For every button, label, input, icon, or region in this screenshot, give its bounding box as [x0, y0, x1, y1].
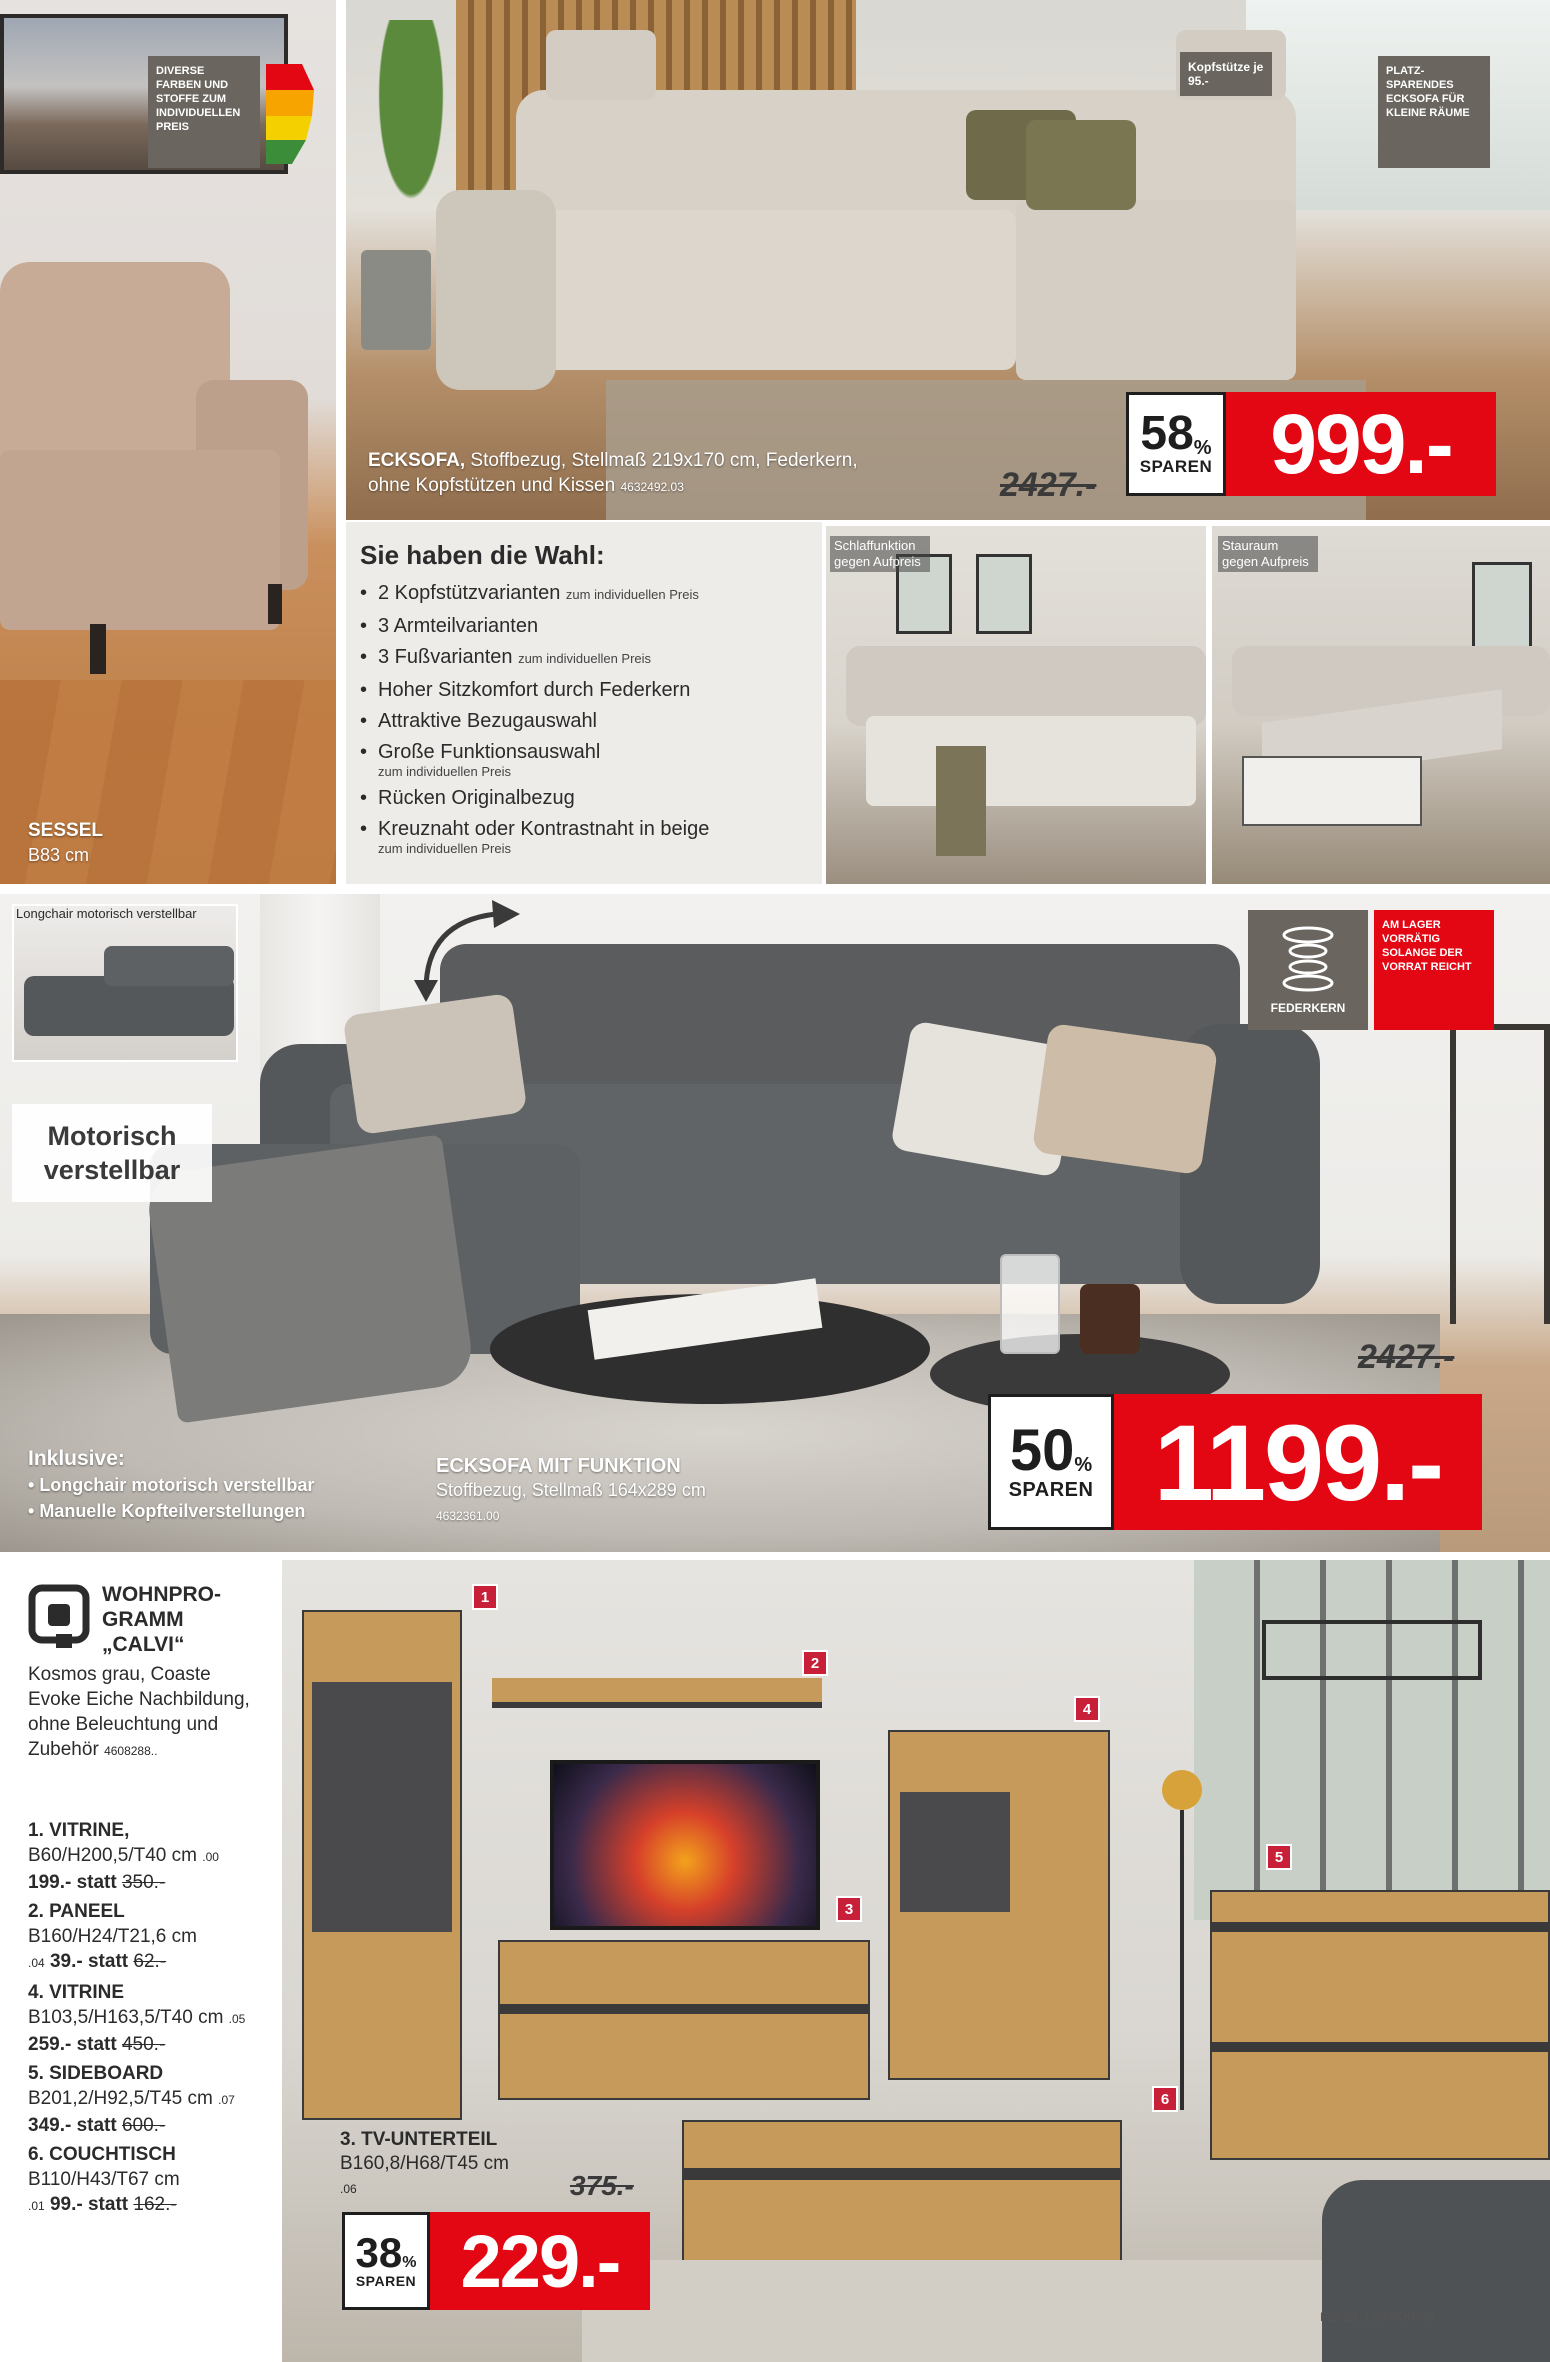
- inclusive-title: Inklusive:: [28, 1447, 125, 1470]
- feature-item: • Rücken Originalbezug: [360, 786, 820, 810]
- program-item: 6. COUCHTISCH B110/H43/T67 cm .01 99.- statt 162.-: [28, 2144, 180, 2215]
- corner-sofa-article: 4632492.03: [620, 480, 684, 494]
- save-label: SPAREN: [355, 2273, 417, 2289]
- program-item: 1. VITRINE, B60/H200,5/T40 cm .00 199.- statt 350.-: [28, 1820, 219, 1893]
- corner-sofa-caption: [368, 448, 888, 500]
- headrest-price-tag: Kopfstütze je 95.-: [1180, 52, 1272, 96]
- coffee-table-stripe: [684, 2168, 1120, 2180]
- features-list: [360, 581, 820, 856]
- wall-art: [1472, 562, 1532, 652]
- space-saving-tag: PLATZ-SPARENDES ECKSOFA FÜR KLEINE RÄUME: [1378, 56, 1490, 168]
- footer-code: P28-26_DIG/POR-39: [1320, 2310, 1434, 2324]
- coffee-table: [1242, 756, 1422, 826]
- wall-panel: [492, 1678, 822, 1708]
- feature-item: • Große Funktionsauswahl zum individuellen Preis: [360, 740, 820, 779]
- save-percent: 38%: [355, 2229, 417, 2276]
- feature-item: • 3 Armteilvarianten: [360, 614, 820, 638]
- candle-glass: [1000, 1254, 1060, 1354]
- vitrine-glass: [900, 1792, 1010, 1912]
- armchair-seat: [0, 450, 280, 630]
- function-sofa-old-price: 2427.-: [1358, 1338, 1455, 1376]
- function-sofa-save-box: [988, 1394, 1114, 1530]
- inclusive-item: • Longchair motorisch verstellbar: [28, 1475, 315, 1495]
- program-item: 4. VITRINE B103,5/H163,5/T40 cm .05 259.- statt 450.-: [28, 1982, 246, 2055]
- function-sofa-price: 1199.-: [1114, 1394, 1482, 1530]
- feature-item: • 3 Fußvarianten zum individuellen Preis: [360, 645, 820, 671]
- tv-unit-price-box: [342, 2212, 650, 2310]
- tv: [550, 1760, 820, 1930]
- function-sofa-caption: [436, 1454, 756, 1528]
- features-block: [360, 540, 820, 863]
- sideboard: [1210, 1890, 1550, 2160]
- armchair-dims: B83 cm: [28, 845, 90, 865]
- function-sofa-price-box: [988, 1394, 1482, 1530]
- armchair-leg: [90, 624, 106, 674]
- item-badge: 2: [802, 1650, 828, 1676]
- storage-tag: Stauraum gegen Aufpreis: [1218, 536, 1318, 572]
- function-sofa-desc: Stoffbezug, Stellmaß 164x289 cm: [436, 1480, 706, 1500]
- corner-sofa-save-box: [1126, 392, 1226, 496]
- color-swatch-icon: [262, 60, 318, 168]
- program-item: 2. PANEEL B160/H24/T21,6 cm .04 39.- statt 62.-: [28, 1901, 197, 1972]
- motor-badge: Motorisch verstellbar: [12, 1104, 212, 1202]
- blanket: [936, 746, 986, 856]
- sleep-function-photo: [826, 526, 1206, 884]
- tv-unit: [498, 1940, 870, 2100]
- save-label: SPAREN: [1139, 457, 1213, 476]
- corner-sofa-desc: Stoffbezug, Stellmaß 219x170 cm, Federkern, ohne Kopfstützen und Kissen: [368, 450, 858, 496]
- feature-item: • Attraktive Bezugauswahl: [360, 709, 820, 733]
- tv-unit-old-price: 375.-: [570, 2170, 634, 2201]
- program-items: [28, 1818, 264, 2219]
- vase: [1080, 1284, 1140, 1354]
- longchair-inset-tag: Longchair motorisch verstellbar: [16, 906, 197, 921]
- rotate-arrow-icon: [406, 892, 546, 1002]
- sofa-arm: [436, 190, 556, 390]
- vitrine-4: [888, 1730, 1110, 2080]
- program-logo-icon: [28, 1584, 90, 1650]
- save-percent: 50%: [1009, 1417, 1093, 1483]
- item-badge: 4: [1074, 1696, 1100, 1722]
- pendant-lamp: [1262, 1620, 1482, 1680]
- tv-unit-code: .06: [340, 2182, 357, 2196]
- sleep-bed: [866, 716, 1196, 806]
- item-badge: 1: [472, 1584, 498, 1610]
- armchair-options-tag: DIVERSE FARBEN UND STOFFE ZUM INDIVIDUELLEN PREIS: [148, 56, 260, 168]
- tv-unit-caption: [340, 2128, 600, 2201]
- tv-unit-save-box: [342, 2212, 430, 2310]
- vitrine-1: [302, 1610, 462, 2120]
- corner-sofa-price: 999.-: [1226, 392, 1496, 496]
- sofa-chaise: [1016, 200, 1296, 380]
- features-title: Sie haben die Wahl:: [360, 540, 605, 570]
- sofa-back: [846, 646, 1206, 726]
- program-article: 4608288..: [104, 1744, 158, 1758]
- spring-icon: [1280, 925, 1336, 995]
- spring-label: FEDERKERN: [1270, 1001, 1346, 1015]
- armchair-name: SESSEL: [28, 820, 103, 841]
- inset-sofa-back: [104, 946, 234, 986]
- wall-art: [976, 554, 1032, 634]
- cushion: [342, 993, 527, 1135]
- item-badge: 3: [836, 1896, 862, 1922]
- side-table: [1450, 1024, 1550, 1324]
- item-badge: 6: [1152, 2086, 1178, 2112]
- inclusive-item: • Manuelle Kopfteilverstellungen: [28, 1501, 306, 1521]
- floor-lamp-stand: [1180, 1810, 1184, 2110]
- corner-sofa-title: ECKSOFA,: [368, 450, 466, 471]
- save-label: SPAREN: [1008, 1478, 1094, 1501]
- sideboard-stripe: [1212, 2042, 1548, 2052]
- item-badge: 5: [1266, 1844, 1292, 1870]
- program-desc: Kosmos grau, Coaste Evoke Eiche Nachbildung, ohne Beleuchtung und Zubehör 4608288..: [28, 1664, 250, 1760]
- longchair-inset-photo: [12, 904, 238, 1062]
- sideboard-stripe: [1212, 1922, 1548, 1932]
- stock-tag: AM LAGER VORRÄTIG SOLANGE DER VORRAT REICHT: [1374, 910, 1494, 1030]
- tv-unit-price: 229.-: [430, 2212, 650, 2310]
- tv-unit-title: 3. TV-UNTERTEIL: [340, 2129, 498, 2150]
- inclusive-block: [28, 1446, 408, 1524]
- function-sofa-article: 4632361.00: [436, 1509, 500, 1523]
- corner-sofa-old-price: 2427.-: [1000, 466, 1097, 504]
- program-item: 5. SIDEBOARD B201,2/H92,5/T45 cm .07 349.- statt 600.-: [28, 2063, 235, 2136]
- tv-unit-stripe: [500, 2004, 868, 2014]
- function-sofa-title: ECKSOFA MIT FUNKTION: [436, 1455, 681, 1477]
- sofa-corner: [1322, 2180, 1550, 2362]
- spring-badge: [1248, 910, 1368, 1030]
- armchair-leg: [268, 584, 282, 624]
- feature-item: • Hoher Sitzkomfort durch Federkern: [360, 678, 820, 702]
- corner-sofa-price-box: [1126, 392, 1496, 496]
- cushion: [1032, 1023, 1218, 1175]
- program-title: WOHNPRO-GRAMM „CALVI“: [102, 1583, 221, 1656]
- cushion: [1026, 120, 1136, 210]
- feature-item: • 2 Kopfstützvarianten zum individuellen Preis: [360, 581, 820, 607]
- sleep-function-tag: Schlaffunktion gegen Aufpreis: [830, 536, 930, 572]
- storage-photo: [1212, 526, 1550, 884]
- headrest: [546, 30, 656, 100]
- window: [1194, 1560, 1550, 1920]
- plant-pot: [361, 250, 431, 350]
- vitrine-glass: [312, 1682, 452, 1932]
- feature-item: • Kreuznaht oder Kontrastnaht in beige zum individuellen Preis: [360, 817, 820, 856]
- floor-lamp: [1162, 1770, 1202, 1810]
- save-percent: 58%: [1140, 407, 1212, 460]
- tv-unit-dims: B160,8/H68/T45 cm: [340, 2153, 509, 2174]
